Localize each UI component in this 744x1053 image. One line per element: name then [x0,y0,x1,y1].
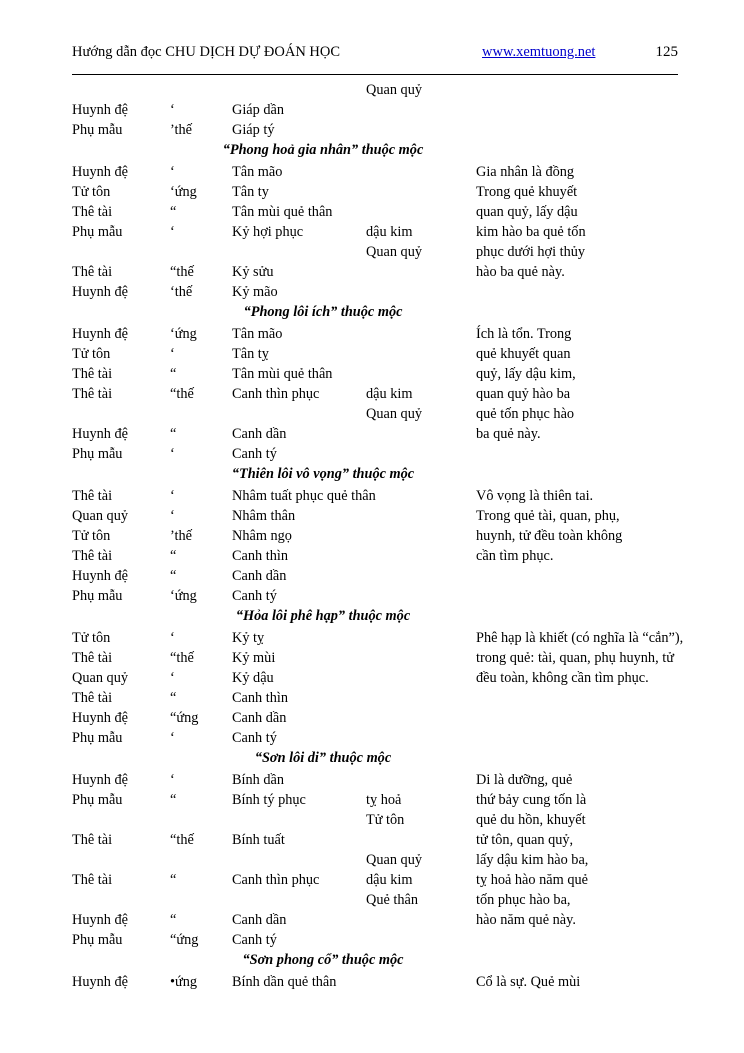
table-cell-4: dậu kim [366,224,413,240]
table-row [72,974,684,994]
table-cell-5: Di là dưỡng, quẻ [476,772,573,788]
table-cell-1: Thê tài [72,386,113,402]
table-cell-2: “ [170,366,177,382]
table-cell-1: Tử tôn [72,528,111,544]
table-row [72,244,684,264]
table-cell-3: Kỷ mão [232,284,278,300]
table-cell-1: Phụ mẫu [72,446,123,462]
table-row [72,832,684,852]
table-row [72,932,684,952]
page-header [72,44,678,70]
table-cell-2: ‘ [170,772,175,788]
table-cell-3: Nhâm thân [232,508,296,524]
table-row [72,710,684,730]
table-row [72,184,684,204]
table-row [72,386,684,406]
table-cell-2: “ [170,204,177,220]
table-row [72,568,684,588]
table-cell-5: hào ba quẻ này. [476,264,565,280]
table-cell-3: Canh tý [232,446,277,462]
table-cell-5: quẻ khuyết quan [476,346,571,362]
hexagram-heading: “Sơn lôi di” thuộc mộc [254,750,392,766]
table-cell-3: Canh dần [232,710,287,726]
table-cell-5: tốn phục hào ba, [476,892,571,908]
table-cell-1: Huynh đệ [72,912,128,928]
table-cell-5: ba quẻ này. [476,426,541,442]
table-row [72,528,684,548]
table-row [72,426,684,446]
table-cell-2: “ứng [170,932,199,948]
table-cell-5: Cổ là sự. Quẻ mùi [476,974,581,990]
table-cell-5: Trong quẻ khuyết [476,184,578,200]
table-cell-3: Bính tý phục [232,792,306,808]
table-cell-3: Tân mùi quẻ thân [232,204,333,220]
table-cell-4: Quẻ thân [366,892,419,908]
table-row [72,264,684,284]
table-cell-2: ‘ [170,224,175,240]
table-row [72,872,684,892]
hexagram-heading-row [72,466,684,488]
table-cell-2: ‘ [170,730,175,746]
table-cell-2: “ [170,426,177,442]
table-cell-3: Kỷ hợi phục [232,224,304,240]
table-cell-5: phục dưới hợi thủy [476,244,586,260]
table-cell-3: Tân mão [232,164,283,180]
table-cell-4: Quan quỷ [366,406,422,422]
table-cell-3: Tân mão [232,326,283,342]
table-cell-5: tỵ hoả hào năm quẻ [476,872,588,888]
table-cell-2: ‘ứng [170,326,197,342]
table-cell-1: Huynh đệ [72,426,128,442]
table-cell-2: ‘thế [170,284,193,300]
table-row [72,812,684,832]
hexagram-table [72,82,684,994]
table-cell-2: “thế [170,832,194,848]
table-cell-3: Nhâm ngọ [232,528,292,544]
table-row [72,772,684,792]
table-cell-2: •ứng [170,974,198,990]
table-cell-3: Kỷ sửu [232,264,274,280]
header-divider [72,74,678,75]
table-row [72,446,684,466]
table-cell-1: Huynh đệ [72,164,128,180]
table-cell-3: Kỷ mùi [232,650,276,666]
hexagram-heading-row [72,750,684,772]
table-cell-1: Thê tài [72,548,113,564]
table-cell-5: tử tôn, quan quỷ, [476,832,574,848]
table-cell-1: Thê tài [72,366,113,382]
table-cell-1: Thê tài [72,264,113,280]
table-cell-5: Vô vọng là thiên tai. [476,488,594,504]
table-row [72,630,684,650]
table-row [72,326,684,346]
table-cell-4: Quan quỷ [366,852,422,868]
table-cell-2: “ [170,872,177,888]
table-row [72,164,684,184]
table-cell-1: Phụ mẫu [72,588,123,604]
table-row [72,204,684,224]
table-cell-1: Huynh đệ [72,102,128,118]
table-cell-3: Canh tý [232,932,277,948]
table-row [72,730,684,750]
table-cell-3: Canh tý [232,588,277,604]
table-cell-3: Bính dần [232,772,285,788]
table-cell-4: Quan quỷ [366,244,422,260]
table-row [72,670,684,690]
table-cell-2: “ [170,568,177,584]
table-cell-2: ‘ [170,630,175,646]
table-cell-1: Thê tài [72,204,113,220]
table-cell-1: Phụ mẫu [72,122,123,138]
table-cell-5: đều toàn, không cần tìm phục. [476,670,649,686]
table-row [72,792,684,812]
table-cell-2: ‘ứng [170,588,197,604]
table-row [72,82,684,102]
table-cell-2: ‘ứng [170,184,197,200]
table-cell-3: Giáp dần [232,102,285,118]
table-row [72,892,684,912]
table-cell-1: Quan quỷ [72,508,128,524]
table-cell-3: Tân mùi quẻ thân [232,366,333,382]
table-row [72,650,684,670]
table-cell-2: “thế [170,386,194,402]
table-row [72,406,684,426]
table-row [72,122,684,142]
table-cell-4: dậu kim [366,872,413,888]
table-cell-5: cần tìm phục. [476,548,554,564]
table-cell-5: trong quẻ: tài, quan, phụ huynh, tử [476,650,674,666]
table-row [72,488,684,508]
table-cell-2: ‘ [170,164,175,180]
hexagram-heading: “Phong hoả gia nhân” thuộc mộc [222,142,424,158]
table-cell-1: Tử tôn [72,630,111,646]
table-cell-3: Canh dần [232,912,287,928]
table-cell-1: Quan quỷ [72,670,128,686]
table-cell-5: quẻ tốn phục hào [476,406,575,422]
table-row [72,690,684,710]
page-number: 125 [655,44,678,60]
table-cell-2: “ [170,912,177,928]
table-cell-5: Ích là tổn. Trong [476,326,572,342]
table-cell-3: Tân tỵ [232,346,269,362]
table-cell-1: Huynh đệ [72,710,128,726]
table-cell-5: huynh, tử đều toàn không [476,528,623,544]
table-cell-1: Tử tôn [72,346,111,362]
table-cell-2: ‘ [170,488,175,504]
table-cell-3: Nhâm tuất phục quẻ thân [232,488,376,504]
table-cell-1: Huynh đệ [72,284,128,300]
table-cell-1: Thê tài [72,872,113,888]
table-cell-5: quỷ, lấy dậu kim, [476,366,576,382]
table-cell-2: “thế [170,264,194,280]
table-cell-2: ‘ [170,670,175,686]
table-cell-5: quan quỷ hào ba [476,386,571,402]
table-cell-2: ‘ [170,102,175,118]
table-cell-1: Huynh đệ [72,772,128,788]
table-cell-3: Canh thìn [232,690,288,706]
table-cell-2: ‘ [170,446,175,462]
table-cell-3: Canh tý [232,730,277,746]
table-cell-5: quan quỷ, lấy dậu [476,204,578,220]
table-cell-5: thứ bảy cung tốn là [476,792,587,808]
table-cell-1: Thê tài [72,650,113,666]
table-cell-1: Thê tài [72,832,113,848]
table-row [72,224,684,244]
table-cell-3: Canh thìn phục [232,872,320,888]
table-cell-5: Phê hạp là khiết (có nghĩa là “cắn”), [476,630,684,646]
table-cell-2: ‘ [170,346,175,362]
hexagram-heading: “Phong lôi ích” thuộc mộc [243,304,403,320]
table-cell-2: “ứng [170,710,199,726]
table-row [72,588,684,608]
table-cell-1: Thê tài [72,488,113,504]
table-cell-2: ’thế [170,122,192,138]
table-cell-4: Quan quỷ [366,82,422,98]
table-cell-5: Trong quẻ tài, quan, phụ, [476,508,620,524]
table-cell-1: Phụ mẫu [72,224,123,240]
table-cell-4: dậu kim [366,386,413,402]
table-cell-5: quẻ du hồn, khuyết [476,812,586,828]
table-cell-3: Canh thìn phục [232,386,320,402]
table-cell-2: ’thế [170,528,192,544]
table-cell-2: “ [170,548,177,564]
hexagram-heading-row [72,142,684,164]
hexagram-heading: “Sơn phong cổ” thuộc mộc [242,952,404,968]
table-cell-2: “thế [170,650,194,666]
table-cell-3: Bính tuất [232,832,285,848]
table-cell-4: tỵ hoả [366,792,402,808]
table-cell-5: kim hào ba quẻ tốn [476,224,586,240]
header-website-link[interactable]: www.xemtuong.net [482,44,596,60]
table-cell-2: ‘ [170,508,175,524]
table-cell-1: Tử tôn [72,184,111,200]
table-cell-3: Kỷ dậu [232,670,274,686]
table-row [72,852,684,872]
table-cell-3: Bính dần quẻ thân [232,974,337,990]
hexagram-heading-row [72,304,684,326]
table-cell-2: “ [170,690,177,706]
table-cell-1: Phụ mẫu [72,730,123,746]
table-row [72,366,684,386]
hexagram-heading-row [72,608,684,630]
table-row [72,346,684,366]
header-title: Hướng dẫn đọc CHU DỊCH DỰ ĐOÁN HỌC [72,44,341,60]
table-cell-1: Huynh đệ [72,326,128,342]
hexagram-heading-row [72,952,684,974]
table-cell-5: Gia nhân là đồng [476,164,575,180]
table-row [72,508,684,528]
table-row [72,284,684,304]
table-cell-2: “ [170,792,177,808]
hexagram-heading: “Thiên lôi vô vọng” thuộc mộc [231,466,415,482]
table-cell-3: Tân ty [232,184,269,200]
table-cell-1: Huynh đệ [72,974,128,990]
table-cell-3: Canh dần [232,568,287,584]
table-cell-5: hào năm quẻ này. [476,912,576,928]
table-cell-5: lấy dậu kim hào ba, [476,852,589,868]
table-cell-1: Phụ mẫu [72,792,123,808]
table-row [72,912,684,932]
table-cell-3: Canh thìn [232,548,288,564]
table-cell-3: Giáp tý [232,122,275,138]
table-cell-3: Kỷ tỵ [232,630,265,646]
table-cell-1: Phụ mẫu [72,932,123,948]
table-row [72,102,684,122]
table-cell-3: Canh dần [232,426,287,442]
table-cell-1: Thê tài [72,690,113,706]
table-cell-4: Tử tôn [366,812,405,828]
hexagram-heading: “Hỏa lôi phê hạp” thuộc mộc [235,608,411,624]
table-row [72,548,684,568]
table-cell-1: Huynh đệ [72,568,128,584]
